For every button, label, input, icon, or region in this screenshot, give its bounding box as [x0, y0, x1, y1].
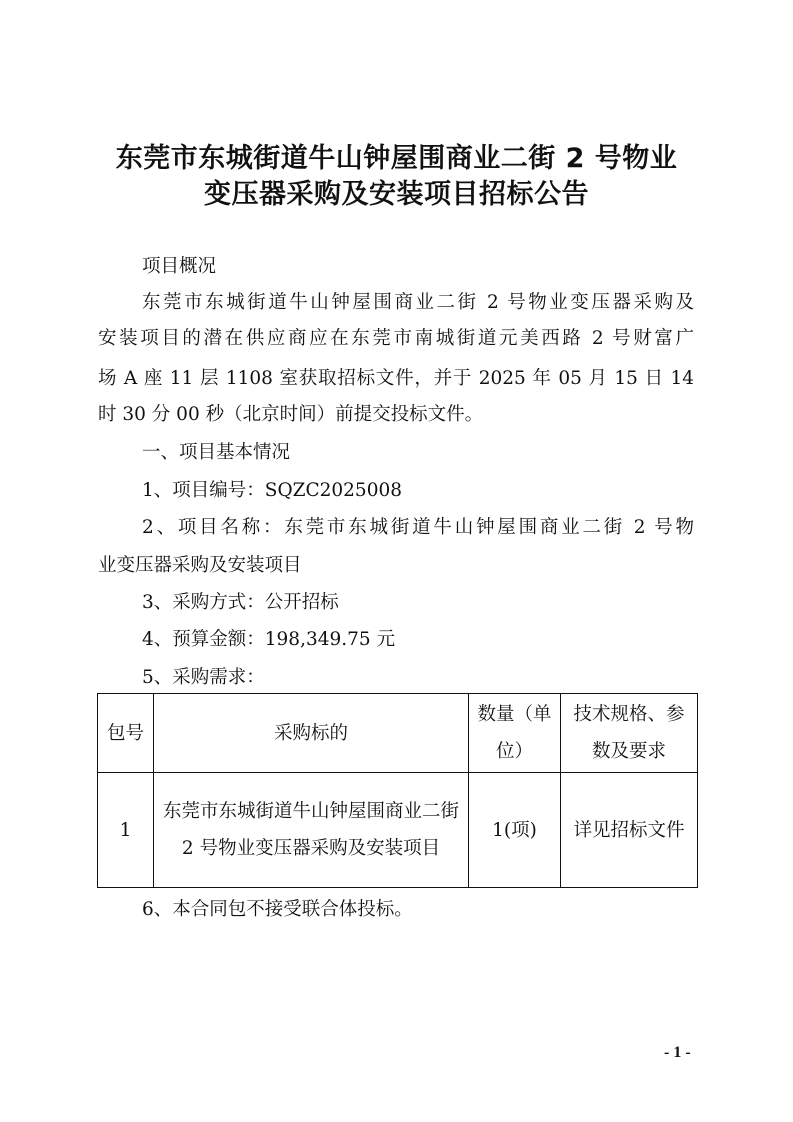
overview-line: 场 A 座 11 层 1108 室获取招标文件，并于 2025 年 05 月 15 日 14: [98, 368, 694, 389]
header-cell: 技术规格、参数及要求: [561, 694, 698, 773]
overview-line: 东莞市东城街道牛山钟屋围商业二街 2 号物业变压器采购及: [142, 292, 694, 313]
title-line-1: 东莞市东城街道牛山钟屋围商业二街 2 号物业: [115, 143, 678, 174]
cell-no: 1: [98, 773, 154, 888]
cell-spec: 详见招标文件: [561, 773, 698, 888]
page-number: - 1 -: [664, 1044, 691, 1061]
table-row: [98, 773, 698, 888]
consortium-note: 6、本合同包不接受联合体投标。: [142, 899, 413, 920]
project-number: 1、项目编号：SQZC2025008: [142, 480, 403, 501]
project-name-cont: 业变压器采购及安装项目: [98, 555, 302, 576]
overview-line: 时 30 分 00 秒（北京时间）前提交投标文件。: [98, 404, 484, 425]
cell-qty: 1(项): [469, 773, 561, 888]
budget-amount: 4、预算金额：198,349.75 元: [142, 629, 396, 650]
table-header-row: [98, 694, 698, 773]
section-heading: 一、项目基本情况: [142, 442, 291, 463]
header-cell: 数量（单位）: [469, 694, 561, 773]
procurement-needs: 5、采购需求：: [142, 667, 265, 688]
title-line-2: 变压器采购及安装项目招标公告: [204, 179, 589, 210]
overview-heading: 项目概况: [142, 256, 217, 277]
header-cell: 包号: [98, 694, 154, 773]
overview-line: 安装项目的潜在供应商应在东莞市南城街道元美西路 2 号财富广: [98, 328, 694, 349]
requirements-table: [97, 693, 698, 888]
cell-subject: 东莞市东城街道牛山钟屋围商业二街 2 号物业变压器采购及安装项目: [154, 773, 469, 888]
procurement-method: 3、采购方式：公开招标: [142, 592, 339, 613]
header-cell: 采购标的: [154, 694, 469, 773]
project-name: 2、项目名称：东莞市东城街道牛山钟屋围商业二街 2 号物: [142, 517, 694, 538]
